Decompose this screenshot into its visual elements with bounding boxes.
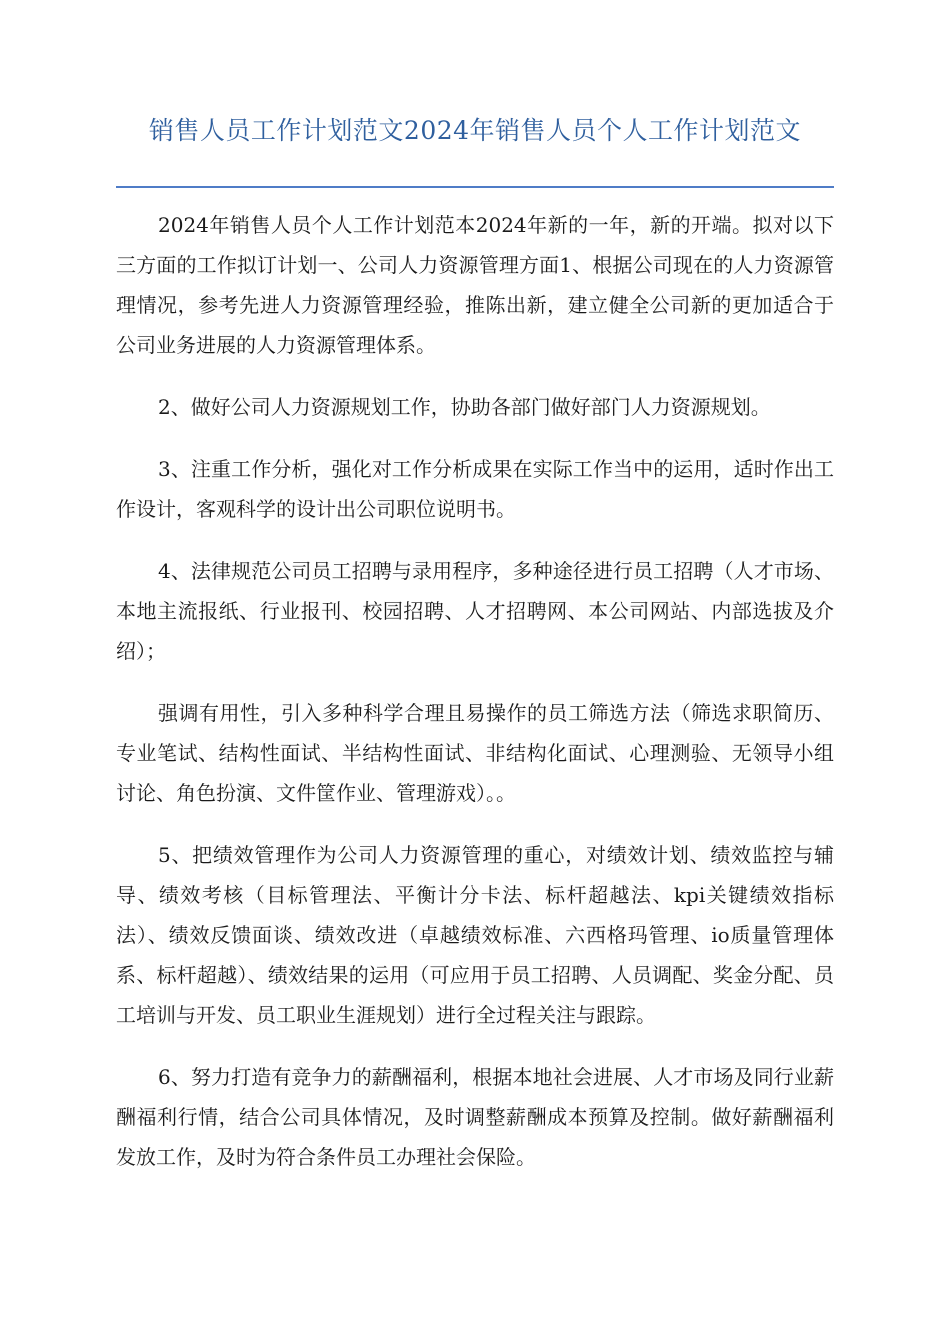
- document-title: 销售人员工作计划范文2024年销售人员个人工作计划范文: [148, 116, 802, 145]
- paragraph-screening-methods: 强调有用性，引入多种科学合理且易操作的员工筛选方法（筛选求职简历、专业笔试、结构性面试、半结构性面试、非结构化面试、心理测验、无领导小组讨论、角色扮演、文件筐作业、管理游戏）。。: [116, 701, 834, 805]
- paragraph-item-4: 4、法律规范公司员工招聘与录用程序，多种途径进行员工招聘（人才市场、本地主流报纸、行业报刊、校园招聘、人才招聘网、本公司网站、内部选拔及介绍）；: [116, 559, 834, 663]
- paragraph-item-6: 6、努力打造有竞争力的薪酬福利，根据本地社会进展、人才市场及同行业薪酬福利行情，结合公司具体情况，及时调整薪酬成本预算及控制。做好薪酬福利发放工作，及时为符合条件员工办理社会保险。: [116, 1065, 834, 1169]
- paragraph-item-5: 5、把绩效管理作为公司人力资源管理的重心，对绩效计划、绩效监控与辅导、绩效考核（目标管理法、平衡计分卡法、标杆超越法、kpi关键绩效指标法）、绩效反馈面谈、绩效改进（卓越绩效标准、六西格玛管理、io质量管理体系、标杆超越）、绩效结果的运用（可应用于员工招聘、人员调配、奖金分配、员工培训与开发、员工职业生涯规划）进行全过程关注与跟踪。: [116, 843, 834, 1027]
- paragraph-intro: 2024年销售人员个人工作计划范本2024年新的一年，新的开端。拟对以下三方面的工作拟订计划一、公司人力资源管理方面1、根据公司现在的人力资源管理情况，参考先进人力资源管理经验，推陈出新，建立健全公司新的更加适合于公司业务进展的人力资源管理体系。: [116, 213, 834, 357]
- paragraph-item-2: 2、做好公司人力资源规划工作，协助各部门做好部门人力资源规划。: [158, 395, 771, 419]
- title-divider: [116, 186, 834, 188]
- document-body: [116, 205, 834, 1199]
- paragraph-item-3: 3、注重工作分析，强化对工作分析成果在实际工作当中的运用，适时作出工作设计，客观科学的设计出公司职位说明书。: [116, 457, 834, 521]
